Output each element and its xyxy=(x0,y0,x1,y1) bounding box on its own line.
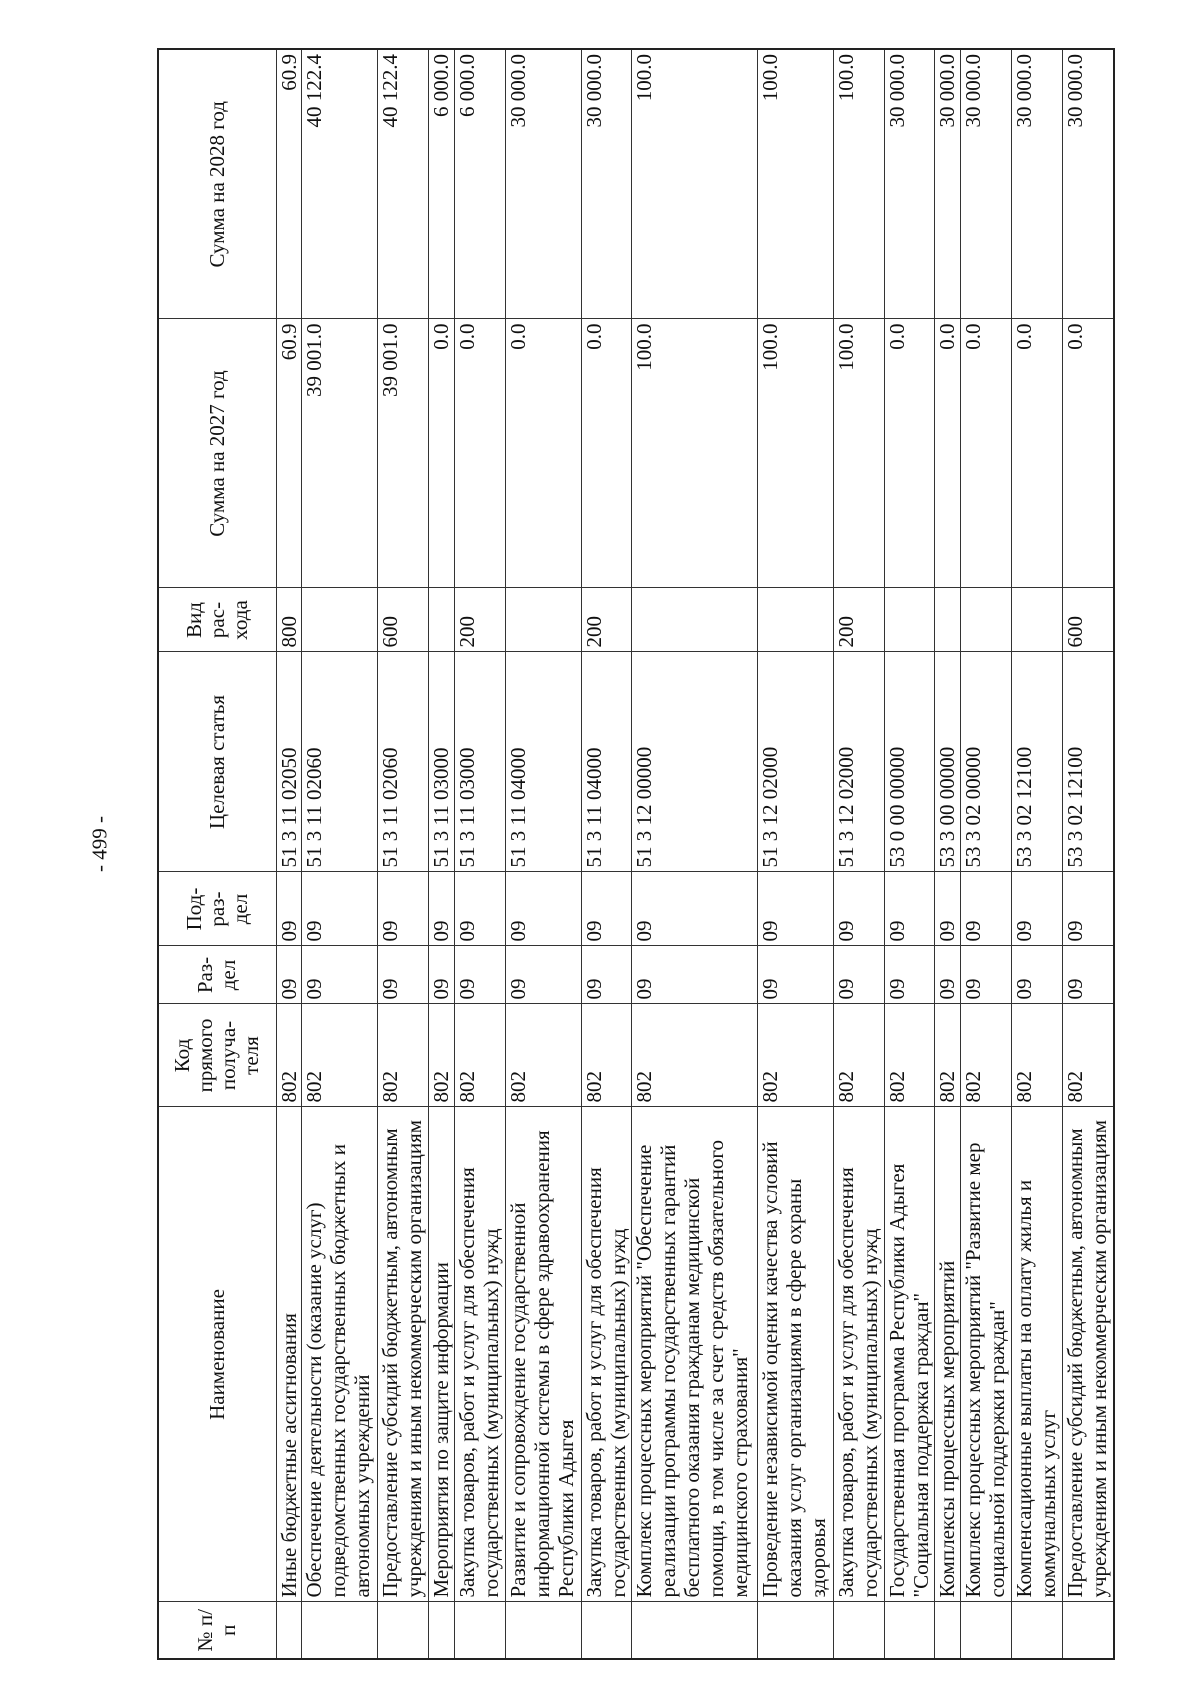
recipient-code-cell: 802 xyxy=(1012,1004,1063,1107)
recipient-code-cell: 802 xyxy=(378,1004,429,1107)
subsection-cell: 09 xyxy=(378,872,429,946)
header-sum-2027: Сумма на 2027 год xyxy=(158,319,276,588)
row-number-cell xyxy=(505,1602,581,1659)
sum-2027-cell: 0.0 xyxy=(961,319,1012,588)
subsection-cell: 09 xyxy=(581,872,632,946)
recipient-code-cell: 802 xyxy=(505,1004,581,1107)
row-name-cell: Комплекс процессных мероприятий "Обеспечение реализации программы государственных гарантий бесплатного оказания гражданам медицинской помощи, в том числе за счет средств обязательного медицинского страхования" xyxy=(632,1107,758,1602)
subsection-cell: 09 xyxy=(935,872,961,946)
table-row xyxy=(429,49,455,1659)
section-cell: 09 xyxy=(935,946,961,1004)
header-row xyxy=(158,49,276,1659)
row-name-cell: Обеспечение деятельности (оказание услуг) подведомственных государственных бюджетных и автономных учреждений xyxy=(302,1107,378,1602)
expense-type-cell xyxy=(632,588,758,652)
row-number-cell xyxy=(884,1602,935,1659)
row-name-cell: Компенсационные выплаты на оплату жилья и коммунальных услуг xyxy=(1012,1107,1063,1602)
section-cell: 09 xyxy=(833,946,884,1004)
row-name-cell: Комплекс процессных мероприятий "Развитие мер социальной поддержки граждан" xyxy=(961,1107,1012,1602)
sum-2027-cell: 0.0 xyxy=(1012,319,1063,588)
recipient-code-cell: 802 xyxy=(429,1004,455,1107)
row-name-cell: Закупка товаров, работ и услуг для обеспечения государственных (муниципальных) нужд xyxy=(454,1107,505,1602)
section-cell: 09 xyxy=(961,946,1012,1004)
sum-2027-cell: 0.0 xyxy=(1063,319,1114,588)
sum-2028-cell: 100.0 xyxy=(833,49,884,319)
sum-2027-cell: 0.0 xyxy=(884,319,935,588)
expense-type-cell xyxy=(505,588,581,652)
expense-type-cell: 200 xyxy=(833,588,884,652)
row-number-cell xyxy=(302,1602,378,1659)
sum-2028-cell: 40 122.4 xyxy=(302,49,378,319)
section-cell: 09 xyxy=(429,946,455,1004)
sum-2028-cell: 40 122.4 xyxy=(378,49,429,319)
row-name-cell: Государственная программа Республики Адыгея "Социальная поддержка граждан" xyxy=(884,1107,935,1602)
table-row xyxy=(378,49,429,1659)
table-row xyxy=(935,49,961,1659)
table-row xyxy=(302,49,378,1659)
table-row xyxy=(1063,49,1114,1659)
sum-2028-cell: 30 000.0 xyxy=(505,49,581,319)
row-number-cell xyxy=(276,1602,302,1659)
target-article-cell: 51 3 11 02060 xyxy=(378,652,429,872)
row-name-cell: Развитие и сопровождение государственной информационной системы в сфере здравоохранения Республики Адыгея xyxy=(505,1107,581,1602)
recipient-code-cell: 802 xyxy=(935,1004,961,1107)
sum-2028-cell: 30 000.0 xyxy=(961,49,1012,319)
target-article-cell: 53 3 02 00000 xyxy=(961,652,1012,872)
row-number-cell xyxy=(1012,1602,1063,1659)
row-name-cell: Комплексы процессных мероприятий xyxy=(935,1107,961,1602)
target-article-cell: 51 3 11 04000 xyxy=(505,652,581,872)
row-number-cell xyxy=(833,1602,884,1659)
row-number-cell xyxy=(454,1602,505,1659)
recipient-code-cell: 802 xyxy=(961,1004,1012,1107)
target-article-cell: 51 3 11 02060 xyxy=(302,652,378,872)
row-number-cell xyxy=(1063,1602,1114,1659)
table-row xyxy=(757,49,833,1659)
target-article-cell: 51 3 11 03000 xyxy=(454,652,505,872)
section-cell: 09 xyxy=(884,946,935,1004)
target-article-cell: 51 3 11 02050 xyxy=(276,652,302,872)
expense-type-cell: 200 xyxy=(454,588,505,652)
subsection-cell: 09 xyxy=(961,872,1012,946)
section-cell: 09 xyxy=(505,946,581,1004)
target-article-cell: 51 3 12 02000 xyxy=(833,652,884,872)
row-name-cell: Закупка товаров, работ и услуг для обеспечения государственных (муниципальных) нужд xyxy=(581,1107,632,1602)
header-subsection: Под-раз-дел xyxy=(158,872,276,946)
sum-2027-cell: 39 001.0 xyxy=(378,319,429,588)
target-article-cell: 53 0 00 00000 xyxy=(884,652,935,872)
recipient-code-cell: 802 xyxy=(884,1004,935,1107)
section-cell: 09 xyxy=(581,946,632,1004)
target-article-cell: 53 3 00 00000 xyxy=(935,652,961,872)
sum-2028-cell: 6 000.0 xyxy=(454,49,505,319)
sum-2028-cell: 60.9 xyxy=(276,49,302,319)
recipient-code-cell: 802 xyxy=(454,1004,505,1107)
target-article-cell: 51 3 11 04000 xyxy=(581,652,632,872)
header-section: Раз-дел xyxy=(158,946,276,1004)
table-row xyxy=(833,49,884,1659)
page-number: - 499 - xyxy=(87,816,112,872)
sum-2027-cell: 0.0 xyxy=(429,319,455,588)
sum-2027-cell: 0.0 xyxy=(454,319,505,588)
expense-type-cell xyxy=(961,588,1012,652)
subsection-cell: 09 xyxy=(429,872,455,946)
row-name-cell: Проведение независимой оценки качества условий оказания услуг организациями в сфере охраны здоровья xyxy=(757,1107,833,1602)
row-number-cell xyxy=(429,1602,455,1659)
row-number-cell xyxy=(632,1602,758,1659)
header-sum-2028: Сумма на 2028 год xyxy=(158,49,276,319)
section-cell: 09 xyxy=(302,946,378,1004)
table-row xyxy=(276,49,302,1659)
table-row xyxy=(884,49,935,1659)
header-expense-type: Вид рас-хода xyxy=(158,588,276,652)
expense-type-cell xyxy=(935,588,961,652)
subsection-cell: 09 xyxy=(632,872,758,946)
expense-type-cell xyxy=(884,588,935,652)
sum-2028-cell: 30 000.0 xyxy=(581,49,632,319)
section-cell: 09 xyxy=(632,946,758,1004)
expense-type-cell: 200 xyxy=(581,588,632,652)
recipient-code-cell: 802 xyxy=(276,1004,302,1107)
header-recipient-code: Код прямого получа-теля xyxy=(158,1004,276,1107)
header-num: № п/п xyxy=(158,1602,276,1659)
expense-type-cell xyxy=(302,588,378,652)
recipient-code-cell: 802 xyxy=(581,1004,632,1107)
section-cell: 09 xyxy=(378,946,429,1004)
section-cell: 09 xyxy=(276,946,302,1004)
table-body xyxy=(276,49,1114,1659)
subsection-cell: 09 xyxy=(833,872,884,946)
sum-2027-cell: 100.0 xyxy=(632,319,758,588)
recipient-code-cell: 802 xyxy=(757,1004,833,1107)
subsection-cell: 09 xyxy=(884,872,935,946)
expense-type-cell: 600 xyxy=(378,588,429,652)
rotated-table-wrapper xyxy=(157,50,1115,1660)
subsection-cell: 09 xyxy=(757,872,833,946)
expense-type-cell xyxy=(429,588,455,652)
recipient-code-cell: 802 xyxy=(833,1004,884,1107)
expense-type-cell: 600 xyxy=(1063,588,1114,652)
row-name-cell: Закупка товаров, работ и услуг для обеспечения государственных (муниципальных) нужд xyxy=(833,1107,884,1602)
row-number-cell xyxy=(935,1602,961,1659)
sum-2028-cell: 30 000.0 xyxy=(884,49,935,319)
expense-type-cell xyxy=(1012,588,1063,652)
recipient-code-cell: 802 xyxy=(302,1004,378,1107)
subsection-cell: 09 xyxy=(505,872,581,946)
table-row xyxy=(581,49,632,1659)
table-row xyxy=(632,49,758,1659)
sum-2027-cell: 60.9 xyxy=(276,319,302,588)
row-name-cell: Мероприятия по защите информации xyxy=(429,1107,455,1602)
table-row xyxy=(454,49,505,1659)
sum-2028-cell: 30 000.0 xyxy=(935,49,961,319)
section-cell: 09 xyxy=(1012,946,1063,1004)
target-article-cell: 53 3 02 12100 xyxy=(1063,652,1114,872)
header-name: Наименование xyxy=(158,1107,276,1602)
subsection-cell: 09 xyxy=(276,872,302,946)
section-cell: 09 xyxy=(454,946,505,1004)
sum-2027-cell: 100.0 xyxy=(833,319,884,588)
subsection-cell: 09 xyxy=(454,872,505,946)
table-row xyxy=(505,49,581,1659)
row-name-cell: Предоставление субсидий бюджетным, автономным учреждениям и иным некоммерческим организациям xyxy=(1063,1107,1114,1602)
header-target-article: Целевая статья xyxy=(158,652,276,872)
row-name-cell: Предоставление субсидий бюджетным, автономным учреждениям и иным некоммерческим организациям xyxy=(378,1107,429,1602)
sum-2028-cell: 30 000.0 xyxy=(1012,49,1063,319)
sum-2027-cell: 0.0 xyxy=(505,319,581,588)
sum-2028-cell: 6 000.0 xyxy=(429,49,455,319)
recipient-code-cell: 802 xyxy=(632,1004,758,1107)
target-article-cell: 53 3 02 12100 xyxy=(1012,652,1063,872)
sum-2028-cell: 30 000.0 xyxy=(1063,49,1114,319)
table-row xyxy=(1012,49,1063,1659)
target-article-cell: 51 3 12 00000 xyxy=(632,652,758,872)
sum-2028-cell: 100.0 xyxy=(757,49,833,319)
target-article-cell: 51 3 11 03000 xyxy=(429,652,455,872)
table-row xyxy=(961,49,1012,1659)
budget-table xyxy=(157,48,1115,1660)
sum-2027-cell: 0.0 xyxy=(581,319,632,588)
recipient-code-cell: 802 xyxy=(1063,1004,1114,1107)
subsection-cell: 09 xyxy=(1063,872,1114,946)
target-article-cell: 51 3 12 02000 xyxy=(757,652,833,872)
sum-2027-cell: 0.0 xyxy=(935,319,961,588)
row-number-cell xyxy=(378,1602,429,1659)
subsection-cell: 09 xyxy=(1012,872,1063,946)
row-number-cell xyxy=(757,1602,833,1659)
row-name-cell: Иные бюджетные ассигнования xyxy=(276,1107,302,1602)
expense-type-cell xyxy=(757,588,833,652)
subsection-cell: 09 xyxy=(302,872,378,946)
row-number-cell xyxy=(581,1602,632,1659)
sum-2028-cell: 100.0 xyxy=(632,49,758,319)
sum-2027-cell: 100.0 xyxy=(757,319,833,588)
sum-2027-cell: 39 001.0 xyxy=(302,319,378,588)
section-cell: 09 xyxy=(757,946,833,1004)
row-number-cell xyxy=(961,1602,1012,1659)
expense-type-cell: 800 xyxy=(276,588,302,652)
section-cell: 09 xyxy=(1063,946,1114,1004)
